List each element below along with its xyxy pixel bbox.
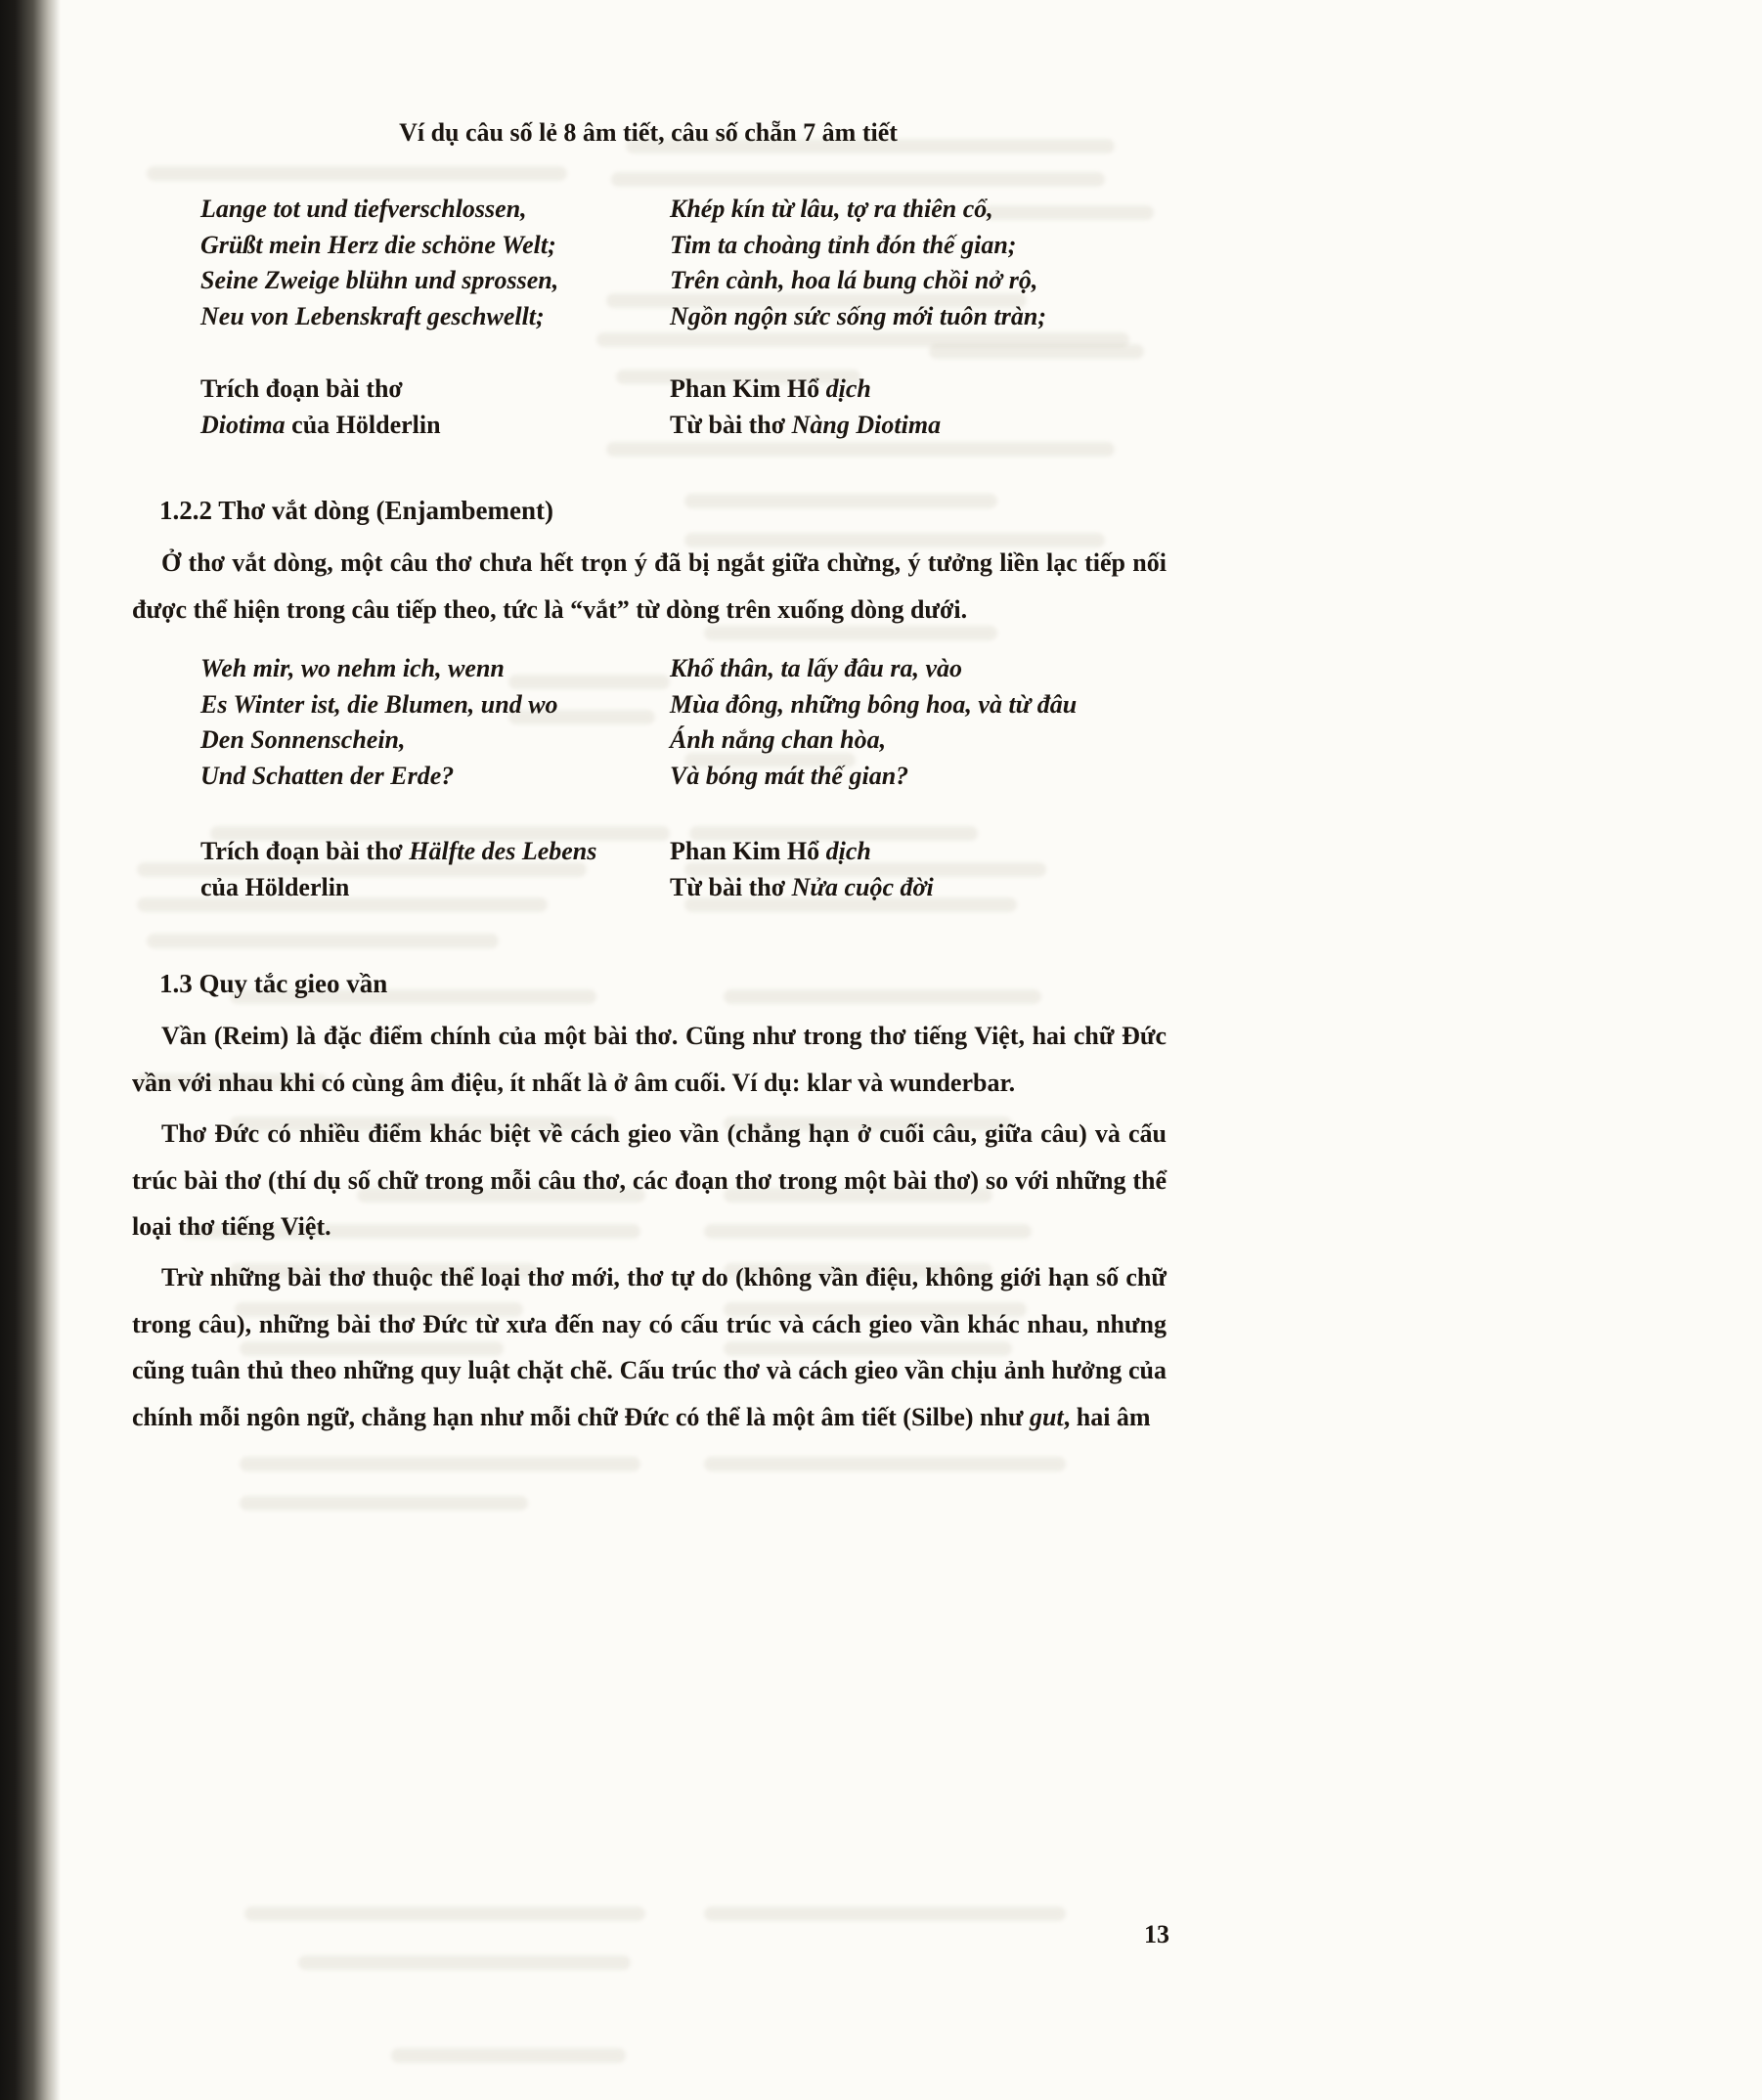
source-line [200, 833, 596, 869]
poem-line: Es Winter ist, die Blumen, und wo [200, 689, 558, 719]
translator-role: dịch [825, 374, 871, 403]
bleed-through-artifact [147, 934, 499, 948]
bleed-through-artifact [724, 989, 1041, 1004]
page-number: 13 [1144, 1920, 1169, 1948]
bleed-through-artifact [704, 1457, 1066, 1471]
bleed-through-artifact [929, 344, 1144, 359]
translator-name: Phan Kim Hổ [670, 374, 826, 403]
poem-line: Grüßt mein Herz die schöne Welt; [200, 230, 556, 259]
german-word: gut [1030, 1402, 1064, 1431]
poem-title: Hälfte des Lebens [409, 837, 597, 865]
translator-text: Từ bài thơ [670, 873, 792, 901]
poem-line: Ngồn ngộn sức sống mới tuôn tràn; [670, 301, 1046, 330]
poem-line: Mùa đông, những bông hoa, và từ đâu [670, 689, 1078, 719]
poem-title: Nửa cuộc đời [791, 873, 934, 901]
poem-title: Diotima [200, 411, 286, 439]
bleed-through-artifact [240, 1496, 528, 1510]
paragraph-differences: Thơ Đức có nhiều điểm khác biệt về cách gieo vần (chẳng hạn ở cuối câu, giữa câu) và cấu trúc bài thơ (thí dụ số chữ trong mỗi câu thơ, các đoạn thơ trong một bài thơ) so với những thể loại thơ tiếng Việt. [132, 1119, 1167, 1241]
bleed-through-artifact [244, 1906, 645, 1921]
poem-line: Ánh nắng chan hòa, [670, 725, 887, 754]
source-line [200, 407, 441, 443]
poem2-german-column [200, 651, 558, 794]
source-text: Trích đoạn bài thơ [200, 374, 403, 403]
paragraph-rules [132, 1254, 1167, 1440]
bleed-through-artifact [611, 172, 1105, 187]
paragraph-reim: Vần (Reim) là đặc điểm chính của một bài thơ. Cũng như trong thơ tiếng Việt, hai chữ Đức vần với nhau khi có cùng âm điệu, ít nhất là ở âm cuối. Ví dụ: klar và wunderbar. [132, 1022, 1167, 1097]
book-spine-shadow [0, 0, 61, 2100]
bleed-through-artifact [606, 442, 1115, 457]
bleed-through-artifact [147, 166, 567, 181]
poem1-german-column [200, 192, 558, 334]
paragraph-enjambement: Ở thơ vắt dòng, một câu thơ chưa hết trọn ý đã bị ngắt giữa chừng, ý tưởng liền lạc tiếp nối được thể hiện trong câu tiếp theo, tức là “vắt” từ dòng trên xuống dòng dưới. [132, 548, 1167, 624]
poem2-translator [670, 833, 934, 905]
poem1-translator [670, 371, 941, 443]
poem-line: Và bóng mát thế gian? [670, 761, 909, 790]
source-text: của Hölderlin [285, 411, 441, 439]
section-heading-1-3: 1.3 Quy tắc gieo vần [159, 969, 388, 998]
poem-line: Khép kín từ lâu, tợ ra thiên cổ, [670, 195, 993, 223]
translator-line [670, 407, 941, 443]
bleed-through-artifact [391, 2048, 626, 2063]
bleed-through-artifact [704, 1906, 1066, 1921]
paragraph-text: , hai âm [1063, 1402, 1151, 1431]
poem-line: Und Schatten der Erde? [200, 761, 455, 790]
translator-text: Từ bài thơ [670, 411, 792, 439]
translator-role: dịch [825, 837, 871, 865]
translator-line [670, 869, 934, 905]
poem-line: Seine Zweige blühn und sprossen, [200, 266, 559, 294]
source-line [200, 869, 596, 905]
translator-name: Phan Kim Hổ [670, 837, 826, 865]
poem-line: Tim ta choàng tỉnh đón thế gian; [670, 230, 1017, 259]
poem-line: Lange tot und tiefverschlossen, [200, 195, 527, 223]
poem-line: Weh mir, wo nehm ich, wenn [200, 654, 505, 682]
translator-line [670, 833, 934, 869]
poem2-source [200, 833, 596, 905]
poem-title: Nàng Diotima [791, 411, 942, 439]
example-heading: Ví dụ câu số lẻ 8 âm tiết, câu số chẵn 7 âm tiết [399, 118, 898, 147]
translator-line [670, 371, 941, 407]
source-text: của Hölderlin [200, 873, 350, 901]
source-line [200, 371, 441, 407]
section-heading-1-2-2: 1.2.2 Thơ vắt dòng (Enjambement) [159, 496, 553, 525]
poem-line: Khổ thân, ta lấy đâu ra, vào [670, 654, 963, 682]
source-text: Trích đoạn bài thơ [200, 837, 410, 865]
poem1-vietnamese-column [670, 192, 1046, 334]
poem-line: Den Sonnenschein, [200, 725, 406, 754]
bleed-through-artifact [298, 1955, 631, 1970]
poem-line: Neu von Lebenskraft geschwellt; [200, 301, 545, 330]
paragraph-text: Trừ những bài thơ thuộc thể loại thơ mới, thơ tự do (không vần điệu, không giới hạn số chữ trong câu), những bài thơ Đức từ xưa đến nay có cấu trúc và cách gieo vần khác nhau, nhưng cũng tuân thủ theo những quy luật chặt chẽ. Cấu trúc thơ và cách gieo vần chịu ảnh hưởng của chính mỗi ngôn ngữ, chẳng hạn như mỗi chữ Đức có thể là một âm tiết (Silbe) như [132, 1263, 1167, 1431]
poem2-vietnamese-column [670, 651, 1077, 794]
bleed-through-artifact [684, 494, 997, 508]
bleed-through-artifact [240, 1457, 640, 1471]
poem1-source [200, 371, 441, 443]
poem-line: Trên cành, hoa lá bung chồi nở rộ, [670, 266, 1038, 294]
